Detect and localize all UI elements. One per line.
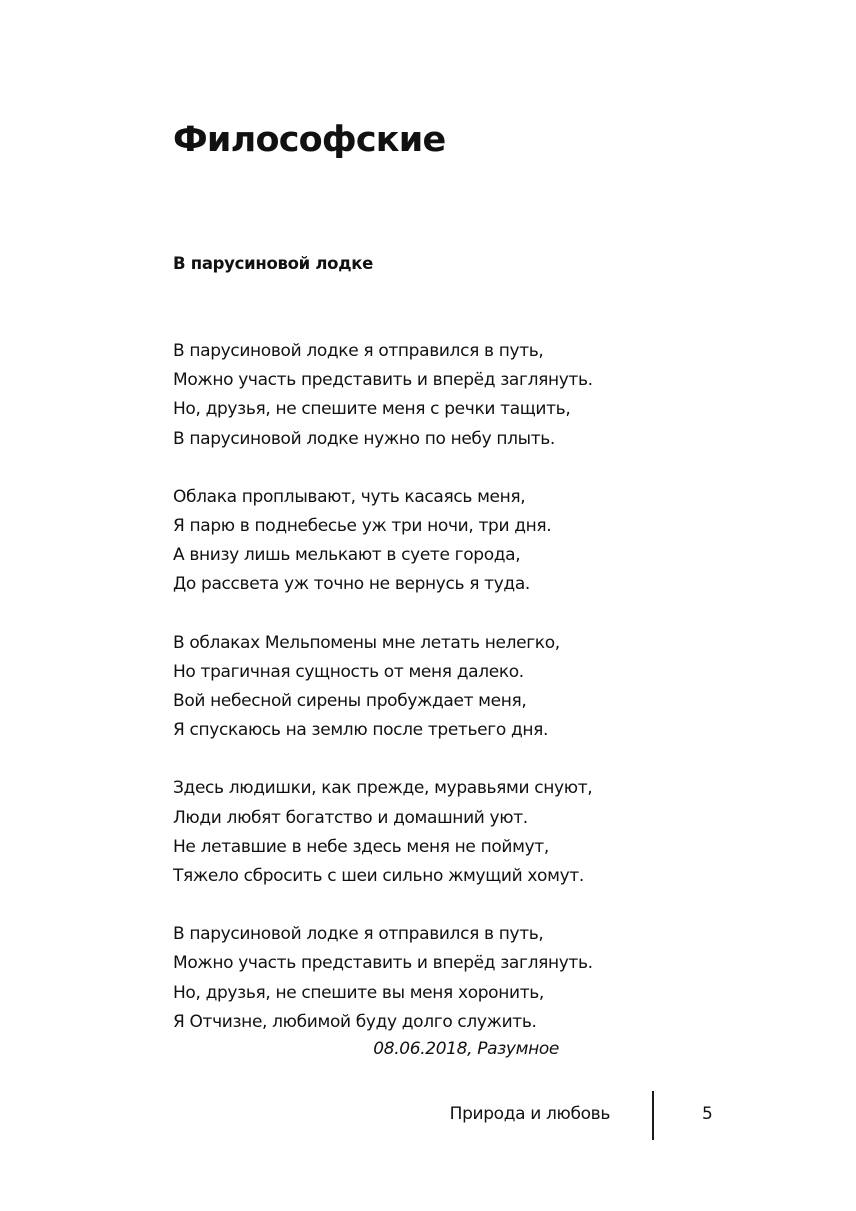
poem-line: Не летавшие в небе здесь меня не поймут,	[173, 836, 549, 857]
poem-line: Здесь людишки, как прежде, муравьями снуют,	[173, 778, 593, 799]
footer-divider	[652, 1091, 654, 1140]
poem-line: Тяжело сбросить с шеи сильно жмущий хомут.	[173, 866, 584, 887]
stanza-2	[173, 483, 693, 600]
poem-line: Я Отчизне, любимой буду долго служить.	[173, 1011, 537, 1032]
poem-line: В облаках Мельпомены мне летать нелегко,	[173, 632, 560, 653]
stanza-3	[173, 629, 693, 746]
poem-line: Можно участь представить и вперёд заглянуть.	[173, 370, 593, 391]
poem-line: Я спускаюсь на землю после третьего дня.	[173, 720, 549, 741]
poem-line: Вой небесной сирены пробуждает меня,	[173, 691, 527, 712]
poem-body	[173, 337, 693, 1066]
poem-line: Люди любят богатство и домашний уют.	[173, 807, 528, 828]
section-title: Философские	[173, 120, 446, 160]
poem-signature: 08.06.2018, Разумное	[373, 1039, 559, 1059]
poem-line: Но трагичная сущность от меня далеко.	[173, 661, 524, 682]
poem-line: Но, друзья, не спешите меня с речки тащить,	[173, 399, 571, 420]
poem-line: Можно участь представить и вперёд заглянуть.	[173, 953, 593, 974]
poem-line: Облака проплывают, чуть касаясь меня,	[173, 486, 526, 507]
poem-line: До рассвета уж точно не вернусь я туда.	[173, 574, 530, 595]
poem-line: В парусиновой лодке нужно по небу плыть.	[173, 428, 555, 449]
poem-title: В парусиновой лодке	[173, 254, 374, 273]
running-footer-title: Природа и любовь	[449, 1104, 610, 1124]
poem-line: Но, друзья, не спешите вы меня хоронить,	[173, 982, 544, 1003]
page-number: 5	[702, 1104, 713, 1124]
stanza-1	[173, 337, 693, 454]
poem-line: В парусиновой лодке я отправился в путь,	[173, 341, 544, 361]
poem-line: Я парю в поднебесье уж три ночи, три дня.	[173, 516, 552, 537]
poem-line: В парусиновой лодке я отправился в путь,	[173, 924, 544, 945]
stanza-4	[173, 774, 693, 891]
poem-line: А внизу лишь мелькают в суете города,	[173, 545, 521, 566]
stanza-5	[173, 920, 693, 1037]
